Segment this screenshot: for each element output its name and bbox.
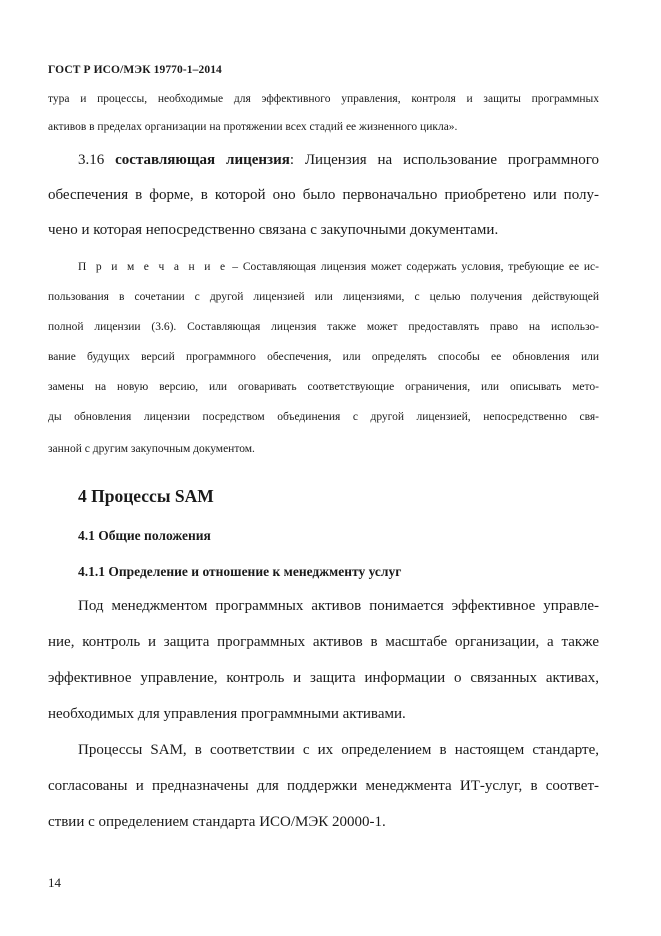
term-definition-line: чено и которая непосредственно связана с закупочными документами.: [48, 222, 499, 238]
note-line: [78, 261, 599, 273]
document-header: ГОСТ Р ИСО/МЭК 19770-1–2014: [48, 64, 222, 76]
note-text: – Составляющая лицензия может содержать условия, требующие ее ис-: [227, 261, 599, 273]
term-number: 3.16: [78, 152, 105, 168]
paragraph-line: Процессы SAM, в соответствии с их определением в настоящем стандарте,: [78, 742, 599, 758]
note-line: полной лицензии (3.6). Составляющая лицензия также может предоставлять право на использо-: [48, 321, 599, 333]
note-line: замены на новую версию, или оговаривать соответствующие ограничения, или описывать мето-: [48, 381, 599, 393]
paragraph-line: эффективное управление, контроль и защита информации о связанных активах,: [48, 670, 599, 686]
section-heading: 4 Процессы SAM: [78, 486, 214, 506]
subsection-heading: 4.1 Общие положения: [78, 528, 211, 543]
paragraph-line: согласованы и предназначены для поддержки менеджмента ИТ-услуг, в соответ-: [48, 778, 599, 794]
page-number: 14: [48, 875, 61, 890]
paragraph-line: необходимых для управления программными активами.: [48, 706, 406, 722]
note-line: ды обновления лицензии посредством объединения с другой лицензией, непосредственно свя-: [48, 411, 599, 423]
term-definition-text: : Лицензия на использование программного: [289, 152, 599, 168]
continuation-line: активов в пределах организации на протяжении всех стадий ее жизненного цикла».: [48, 121, 458, 133]
term-name: составляющая лицензия: [115, 152, 290, 168]
term-definition-line: [78, 152, 599, 169]
term-definition-line: обеспечения в форме, в которой оно было первоначально приобретено или полу-: [48, 187, 599, 203]
note-line: вание будущих версий программного обеспечения, или определять способы ее обновления или: [48, 351, 599, 363]
paragraph-line: ние, контроль и защита программных активов в масштабе организации, а также: [48, 634, 599, 650]
note-label: П р и м е ч а н и е: [78, 261, 228, 273]
note-line: занной с другим закупочным документом.: [48, 443, 255, 455]
continuation-line: тура и процессы, необходимые для эффективного управления, контроля и защиты программных: [48, 93, 599, 105]
subsubsection-heading: 4.1.1 Определение и отношение к менеджменту услуг: [78, 564, 402, 579]
paragraph-line: Под менеджментом программных активов понимается эффективное управле-: [78, 598, 599, 614]
note-line: пользования в сочетании с другой лицензией или лицензиями, с целью получения действующей: [48, 291, 599, 303]
paragraph-line: ствии с определением стандарта ИСО/МЭК 20000-1.: [48, 814, 386, 830]
